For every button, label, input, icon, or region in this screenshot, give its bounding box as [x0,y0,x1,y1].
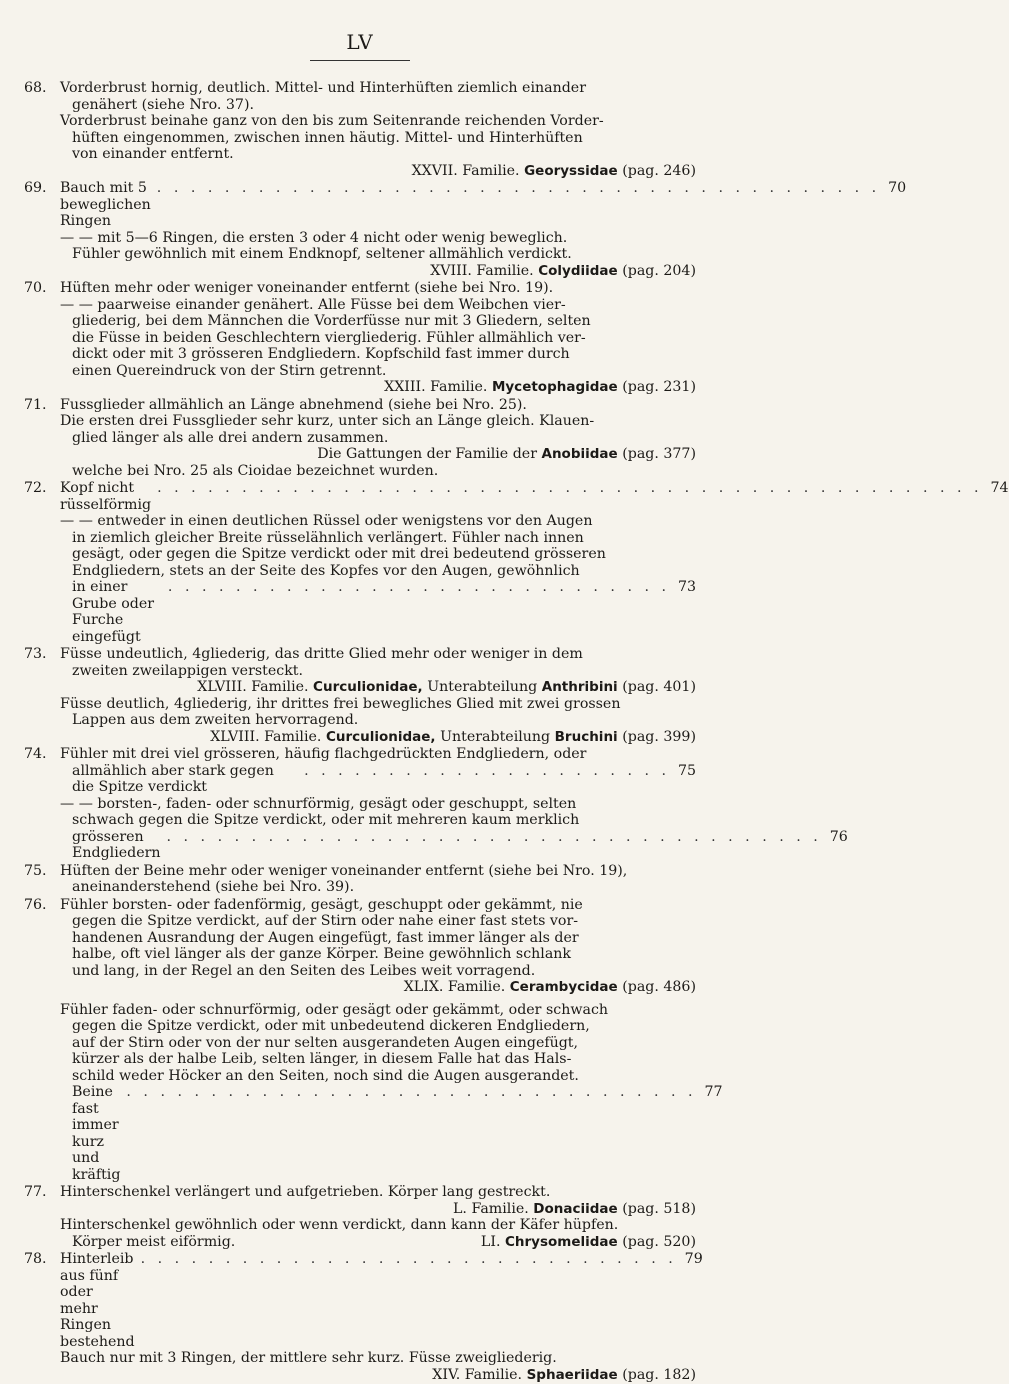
leader-dots: . . . . . . . . . . . . . . . . . . . . . . . . . . . . . . . . . . [126,1084,697,1100]
text-line: einen Quereindruck von der Stirn getrennt. [72,362,387,379]
lead-line: Körper meist eiförmig. LI. Chrysomelidae (pag. 520) [72,1233,696,1250]
text-line: Endgliedern, stets an der Seite des Kopfes vor den Augen, gewöhnlich [72,562,580,579]
family-name: Sphaeriidae [526,1366,618,1383]
text-line: Vorderbrust hornig, deutlich. Mittel- und Hinterhüften ziemlich einander [60,80,586,96]
lead-line: Kopf nicht rüsselförmig . . . . . . . . . . . . . . . . . . . . . . . . . . . . . . . . . . . . . . . . . . . . . . . . . 74 [60,480,1009,513]
text-line: Vorderbrust beinahe ganz von den bis zum Seitenrande reichenden Vorder- [60,113,604,129]
text-line: Fussglieder allmählich an Länge abnehmend (siehe bei Nro. 25). [60,396,527,413]
entry-76 [24,896,723,1184]
family-line: Die Gattungen der Familie der Anobiidae (pag. 377) [317,446,696,462]
family-name: Curculionidae, [313,679,423,695]
family-line: XLVIII. Familie. Curculionidae, Unterabteilung Anthribini (pag. 401) [197,679,696,695]
text-line: gesägt, oder gegen die Spitze verdickt oder mit drei bedeutend grösseren [72,546,606,562]
key-table [24,80,1009,1384]
entry-number: 68. [24,80,47,96]
text-line: von einander entfernt. [72,146,234,162]
lead-line: Bauch mit 5 beweglichen Ringen . . . . . . . . . . . . . . . . . . . . . . . . . . . . . . . . . . . . . . . . . . . 70 [60,180,907,229]
family-name: Colydiidae [538,262,618,279]
leader-dots: . . . . . . . . . . . . . . . . . . . . . . . . . . . . . . . . . . . . . . . . . . . [156,180,881,196]
family-line: XLVIII. Familie. Curculionidae, Unterabteilung Bruchini (pag. 399) [210,728,696,745]
family-line: XVIII. Familie. Colydiidae (pag. 204) [430,262,696,279]
entry-number: 75. [24,862,47,879]
text-line: welche bei Nro. 25 als Cioidae bezeichnet wurden. [72,462,439,479]
leader-dots: . . . . . . . . . . . . . . . . . . . . . . [304,762,670,779]
entry-69 [24,180,907,279]
leader-dots: . . . . . . . . . . . . . . . . . . . . . . . . . . . . . . . . . . . . . . . . . . . . . . . . . [157,480,983,496]
cross-reference: 74 [990,480,1009,496]
entry-number: 70. [24,280,47,296]
entry-number: 73. [24,646,47,662]
text-line: und lang, in der Regel an den Seiten des Leibes weit vorragend. [72,962,536,979]
text-line: Hüften mehr oder weniger voneinander entfernt (siehe bei Nro. 19). [60,280,554,296]
text-line: Die ersten drei Fussglieder sehr kurz, unter sich an Länge gleich. Klauen- [60,413,595,429]
family-name: Mycetophagidae [491,379,618,395]
text-line: gliederig, bei dem Männchen die Vorderfüsse nur mit 3 Gliedern, selten [72,313,591,329]
cross-reference: 75 [677,762,696,779]
text-line: gegen die Spitze verdickt, auf der Stirn oder nahe einer fast stets vor- [72,913,579,929]
text-line: Hinterschenkel gewöhnlich oder wenn verdickt, dann kann der Käfer hüpfen. [60,1217,619,1233]
lead-line: Beine fast immer kurz und kräftig . . . . . . . . . . . . . . . . . . . . . . . . . . . . . . . . . . 77 [72,1084,723,1183]
text-line: handenen Ausrandung der Augen eingefügt, fast immer länger als der [72,929,579,946]
header-rule [310,60,410,61]
family-line: L. Familie. Donaciidae (pag. 518) [453,1200,696,1217]
family-name: Georyssidae [524,162,618,179]
page-number: LV [346,30,374,54]
entry-68 [24,80,696,179]
text-line: — — entweder in einen deutlichen Rüssel oder wenigstens vor den Augen [60,513,593,529]
text-line: Bauch nur mit 3 Ringen, der mittlere sehr kurz. Füsse zweigliederig. [60,1350,557,1366]
text-line: — — paarweise einander genähert. Alle Füsse bei dem Weibchen vier- [60,296,566,313]
entry-78 [24,1251,703,1383]
cross-reference: 70 [888,180,907,196]
text-line: Füsse deutlich, 4gliederig, ihr drittes frei bewegliches Glied mit zwei grossen [60,695,621,712]
text-line: Fühler faden- oder schnurförmig, oder gesägt oder gekämmt, oder schwach [60,1001,609,1018]
cross-reference: 79 [684,1251,703,1267]
text-line: hüften eingenommen, zwischen innen häutig. Mittel- und Hinterhüften [72,129,583,146]
entry-number: 77. [24,1184,47,1200]
text-line: dickt oder mit 3 grösseren Endgliedern. Kopfschild fast immer durch [72,346,570,362]
text-line: zweiten zweilappigen versteckt. [72,662,303,679]
text-line: kürzer als der halbe Leib, selten länger, in diesem Falle hat das Hals- [72,1051,572,1067]
entry-number: 69. [24,180,47,196]
text-line: Hinterschenkel verlängert und aufgetrieben. Körper lang gestreckt. [60,1184,551,1200]
text-line: — — borsten-, faden- oder schnurförmig, gesägt oder geschuppt, selten [60,795,577,812]
family-line: XLIX. Familie. Cerambycidae (pag. 486) [403,979,696,995]
entry-number: 78. [24,1251,47,1267]
lead-line: grösseren Endgliedern . . . . . . . . . . . . . . . . . . . . . . . . . . . . . . . . . . . . . . . 76 [72,828,848,861]
family-line: LI. Chrysomelidae (pag. 520) [480,1233,696,1250]
lead-line: in einer Grube oder Furche eingefügt . . . . . . . . . . . . . . . . . . . . . . . . . . . . . . 73 [72,579,696,645]
cross-reference: 77 [704,1084,723,1100]
text-line: halbe, oft viel länger als der ganze Körper. Beine gewöhnlich schlank [72,946,572,962]
lead-line: allmählich aber stark gegen die Spitze verdickt . . . . . . . . . . . . . . . . . . . . . . 75 [72,762,696,795]
subdivision-name: Bruchini [554,728,618,745]
family-name: Donaciidae [533,1200,618,1217]
family-name: Cerambycidae [509,979,618,995]
text-line: Fühler borsten- oder fadenförmig, gesägt, geschuppt oder gekämmt, nie [60,896,583,913]
family-name: Anobiidae [541,446,618,462]
leader-dots: . . . . . . . . . . . . . . . . . . . . . . . . . . . . . . [167,579,670,595]
entry-77 [24,1184,696,1250]
subdivision-name: Anthribini [541,679,618,695]
text-line: schild weder Höcker an den Seiten, noch sind die Augen ausgerandet. [72,1067,579,1084]
text-line: Fühler gewöhnlich mit einem Endknopf, seltener allmählich verdickt. [72,246,572,262]
text-line: Fühler mit drei viel grösseren, häufig flachgedrückten Endgliedern, oder [60,746,587,762]
text-line: Lappen aus dem zweiten hervorragend. [72,712,359,728]
text-line: genähert (siehe Nro. 37). [72,96,254,113]
text-line: — — mit 5—6 Ringen, die ersten 3 oder 4 nicht oder wenig beweglich. [60,229,568,246]
entry-72 [24,480,1009,645]
entry-73 [24,646,696,745]
entry-74 [24,746,848,862]
entry-number: 71. [24,396,47,413]
entry-70 [24,280,696,396]
cross-reference: 73 [677,579,696,595]
leader-dots: . . . . . . . . . . . . . . . . . . . . . . . . . . . . . . . . . . . . . . . [166,828,822,845]
entry-number: 72. [24,480,47,496]
lead-line: Hinterleib aus fünf oder mehr Ringen bestehend . . . . . . . . . . . . . . . . . . . . . . . . . . . . . . . . 79 [60,1251,703,1350]
text-line: Füsse undeutlich, 4gliederig, das dritte Glied mehr oder weniger in dem [60,646,583,662]
text-line: gegen die Spitze verdickt, oder mit unbedeutend dickeren Endgliedern, [72,1018,590,1034]
family-name: Curculionidae, [325,728,436,745]
family-line: XXVII. Familie. Georyssidae (pag. 246) [411,162,696,179]
text-line: Hüften der Beine mehr oder weniger voneinander entfernt (siehe bei Nro. 19), [60,862,628,879]
cross-reference: 76 [829,828,848,845]
text-line: glied länger als alle drei andern zusammen. [72,429,389,446]
family-name: Chrysomelidae [504,1233,618,1250]
leader-dots: . . . . . . . . . . . . . . . . . . . . . . . . . . . . . . . . [140,1251,677,1267]
entry-number: 74. [24,746,47,762]
entry-71 [24,397,696,480]
text-line: aneinanderstehend (siehe bei Nro. 39). [72,879,355,895]
text-line: schwach gegen die Spitze verdickt, oder mit mehreren kaum merklich [72,812,580,828]
text-line: die Füsse in beiden Geschlechtern viergliederig. Fühler allmählich ver- [72,329,586,346]
entry-75 [24,863,696,896]
family-line: XXIII. Familie. Mycetophagidae (pag. 231) [384,379,696,395]
family-line: XIV. Familie. Sphaeriidae (pag. 182) [432,1366,696,1383]
text-line: auf der Stirn oder von der nur selten ausgerandeten Augen eingefügt, [72,1034,579,1051]
text-line: in ziemlich gleicher Breite rüsselähnlich verlängert. Fühler nach innen [72,529,584,546]
entry-number: 76. [24,896,47,913]
